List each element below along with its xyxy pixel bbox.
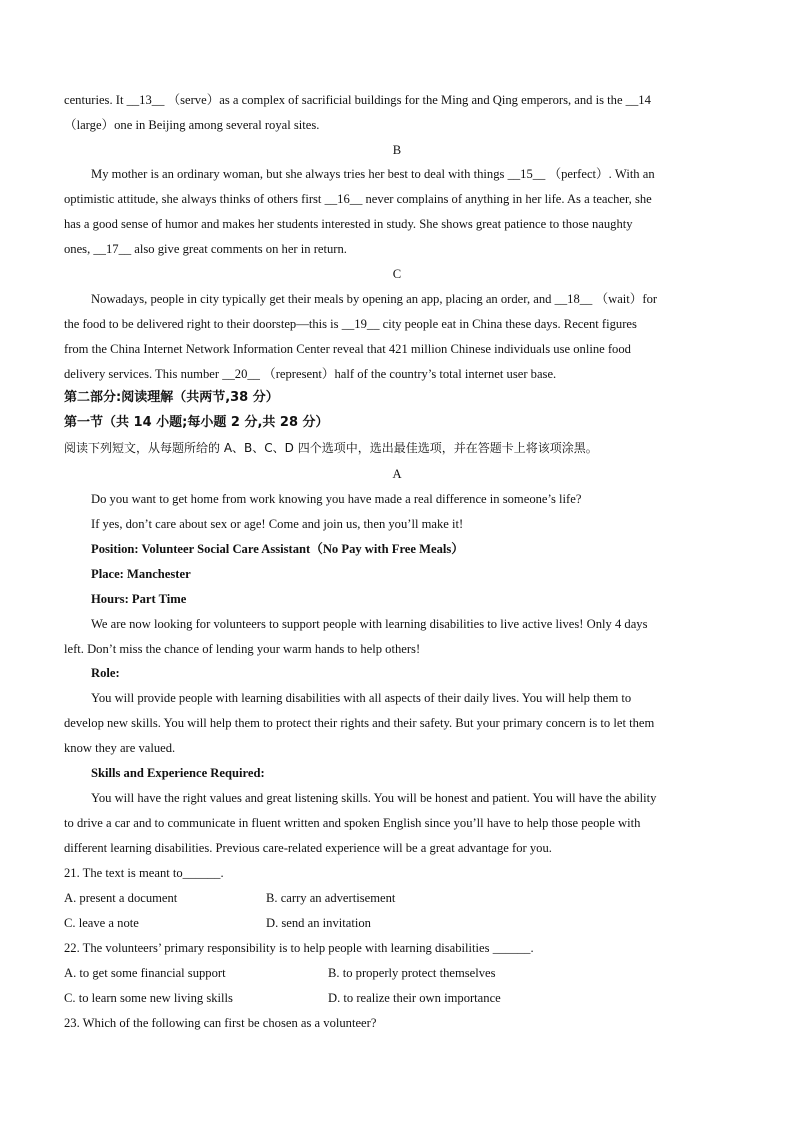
text-line: （large）one in Beijing among several royal sites. — [64, 118, 320, 132]
q21-option-a: A. present a document — [64, 891, 178, 905]
place-line: Place: Manchester — [91, 567, 191, 581]
passage-a-heading: A — [392, 467, 402, 481]
q22-option-b: B. to properly protect themselves — [328, 966, 496, 980]
text-line: optimistic attitude, she always thinks of others first __16__ never complains of anything in her life. As a teacher, she — [64, 192, 652, 206]
q22-option-c: C. to learn some new living skills — [64, 991, 233, 1005]
role-title: Role: — [91, 666, 120, 680]
text-line: to drive a car and to communicate in fluent written and spoken English since you’ll have to help those people with — [64, 816, 641, 830]
q22-option-d: D. to realize their own importance — [328, 991, 501, 1005]
text-line: If yes, don’t care about sex or age! Come and join us, then you’ll make it! — [91, 517, 464, 531]
text-line: different learning disabilities. Previous care-related experience will be a great advantage for you. — [64, 841, 552, 855]
text-line: You will provide people with learning disabilities with all aspects of their daily lives. You will help them to — [91, 691, 632, 705]
instruction: 阅读下列短文，从每题所给的 A、B、C、D 四个选项中，选出最佳选项，并在答题卡上将该项涂黑。 — [64, 441, 598, 455]
text-line: ones, __17__ also give great comments on her in return. — [64, 242, 347, 256]
text-line: Nowadays, people in city typically get their meals by opening an app, placing an order, and __18__ （wait）for — [91, 292, 658, 306]
part-title: 第一节（共 14 小题;每小题 2 分,共 28 分） — [64, 415, 329, 430]
text-line: know they are valued. — [64, 741, 176, 755]
passage-c-heading: C — [392, 267, 402, 281]
text-line: centuries. It __13__ （serve）as a complex of sacrificial buildings for the Ming and Qing emperors, and is the __14 — [64, 93, 651, 107]
text-line: has a good sense of humor and makes her students interested in study. She shows great patience to those naughty — [64, 217, 633, 231]
position-line: Position: Volunteer Social Care Assistant（No Pay with Free Meals） — [91, 542, 464, 556]
text-line: develop new skills. You will help them to protect their rights and their safety. But your primary concern is to let them — [64, 716, 655, 730]
text-line: You will have the right values and great listening skills. You will be honest and patient. You will have the ability — [91, 791, 657, 805]
text-line: We are now looking for volunteers to support people with learning disabilities to live active lives! Only 4 days — [91, 617, 648, 631]
hours-line: Hours: Part Time — [91, 592, 187, 606]
text-line: My mother is an ordinary woman, but she always tries her best to deal with things __15__ （perfect）. With an — [91, 167, 655, 181]
q21-option-b: B. carry an advertisement — [266, 891, 396, 905]
text-line: the food to be delivered right to their doorstep—this is __19__ city people eat in China these days. Recent figures — [64, 317, 637, 331]
question-23-stem: 23. Which of the following can first be chosen as a volunteer? — [64, 1016, 377, 1030]
question-21-stem: 21. The text is meant to______. — [64, 866, 224, 880]
q21-option-d: D. send an invitation — [266, 916, 371, 930]
text-line: from the China Internet Network Information Center reveal that 421 million Chinese individuals use online food — [64, 342, 631, 356]
passage-b-heading: B — [392, 143, 402, 157]
text-line: left. Don’t miss the chance of lending your warm hands to help others! — [64, 642, 421, 656]
q21-option-c: C. leave a note — [64, 916, 139, 930]
question-22-stem: 22. The volunteers’ primary responsibility is to help people with learning disabilities ______. — [64, 941, 534, 955]
text-line: delivery services. This number __20__ （represent）half of the country’s total internet user base. — [64, 367, 557, 381]
skills-title: Skills and Experience Required: — [91, 766, 265, 780]
text-line: Do you want to get home from work knowing you have made a real difference in someone’s life? — [91, 492, 582, 506]
q22-option-a: A. to get some financial support — [64, 966, 226, 980]
section-title: 第二部分:阅读理解（共两节,38 分） — [64, 390, 279, 405]
